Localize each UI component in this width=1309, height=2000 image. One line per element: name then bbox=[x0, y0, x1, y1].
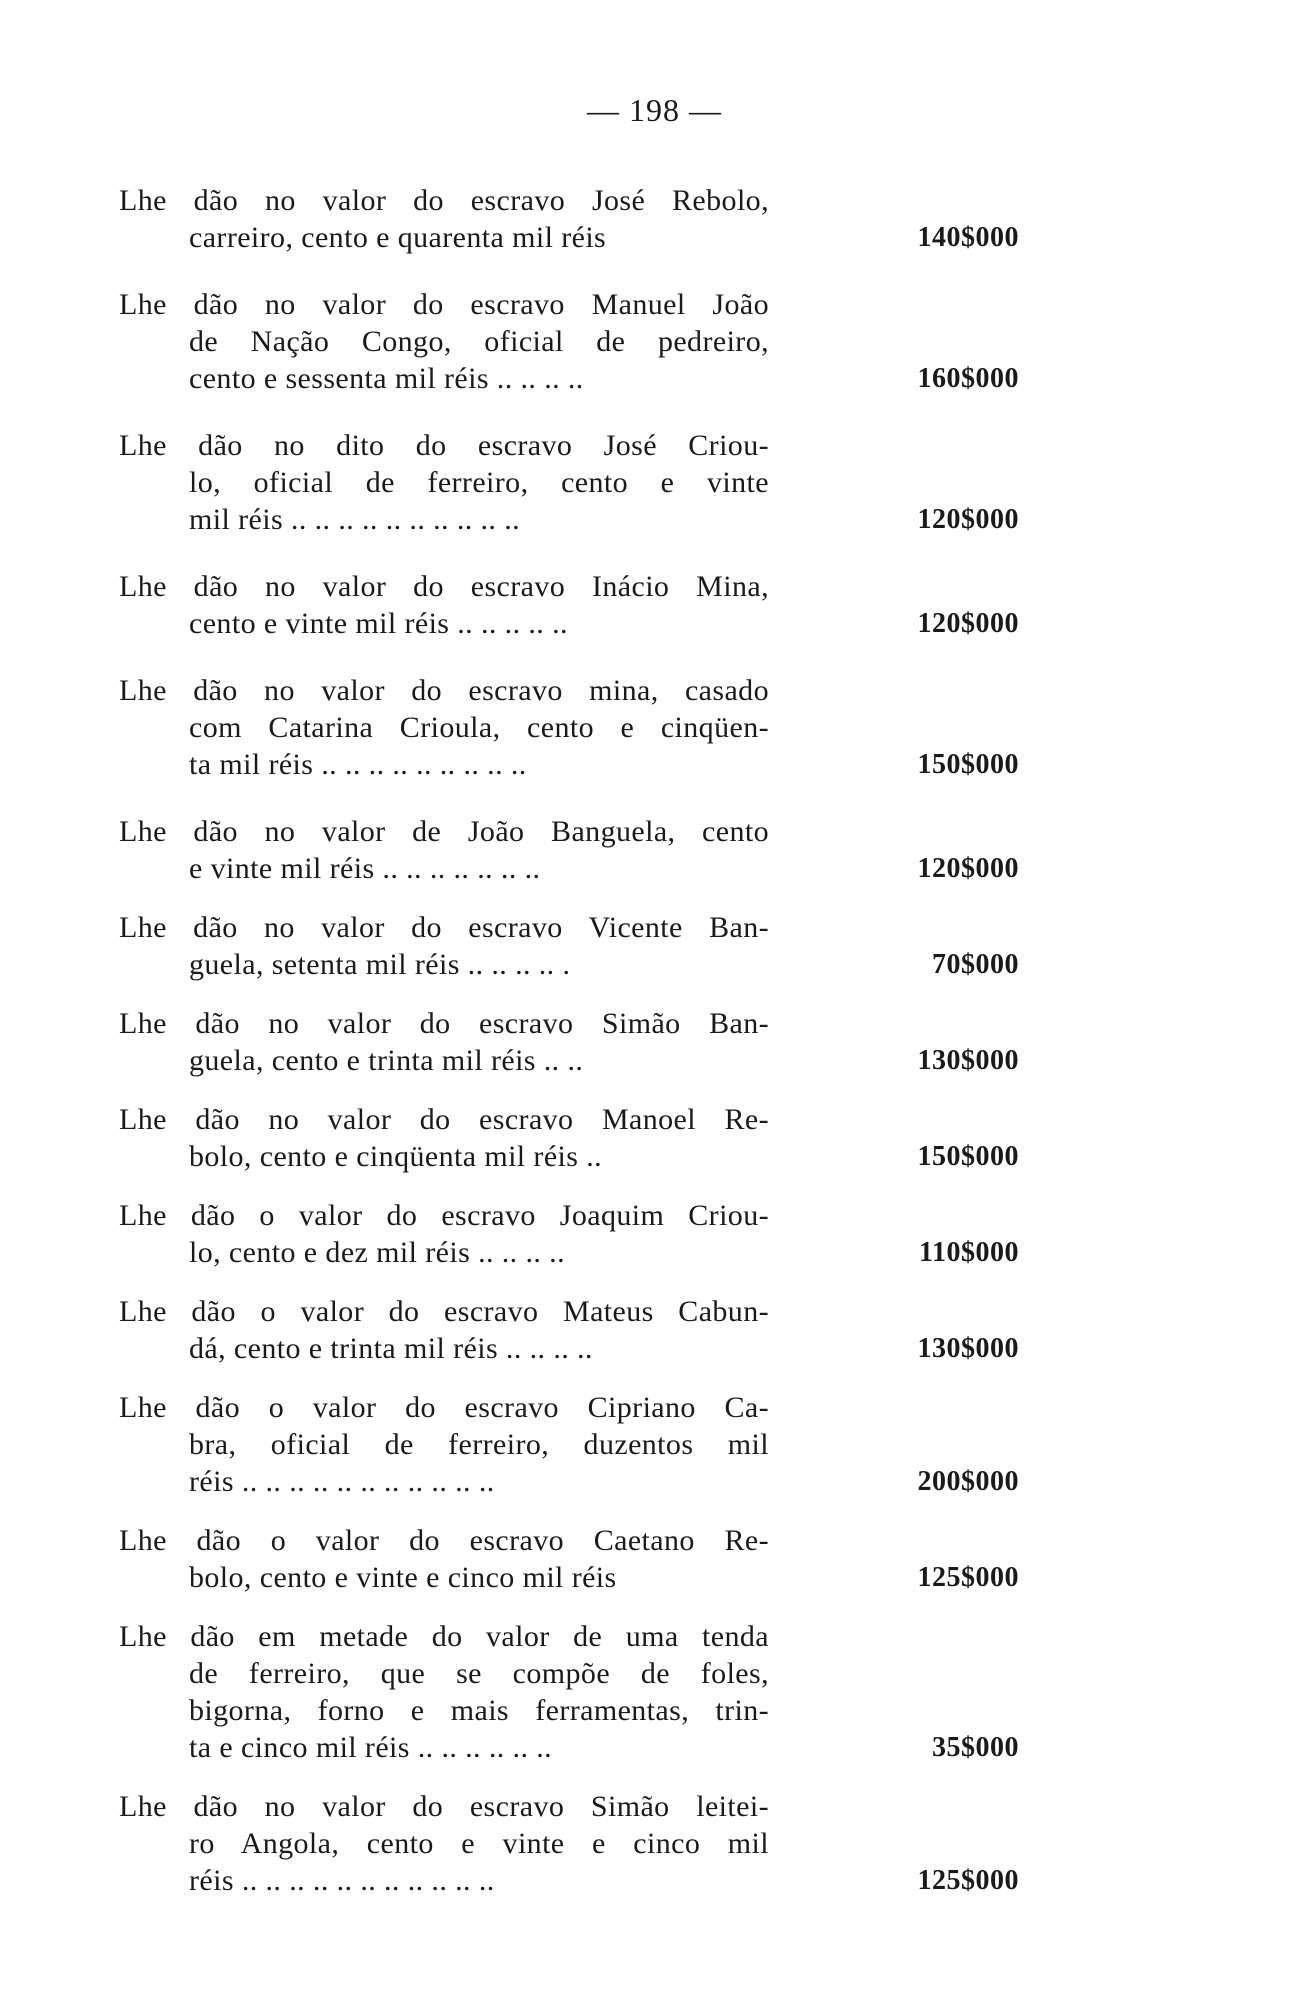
entry-amount: 120$000 bbox=[917, 608, 1019, 639]
entry-continuation-line: cento e vinte mil réis .. .. .. .. .. bbox=[189, 607, 568, 640]
entry-first-line: Lhe dão no valor do escravo Manoel Re- bbox=[119, 1103, 769, 1136]
ledger-entry bbox=[119, 1005, 1019, 1079]
entry-continuation-line: ro Angola, cento e vinte e cinco mil bbox=[189, 1827, 769, 1860]
entry-continuation-line: cento e sessenta mil réis .. .. .. .. bbox=[189, 362, 584, 395]
ledger-entry bbox=[119, 568, 1019, 642]
entry-amount: 160$000 bbox=[917, 363, 1019, 394]
entry-first-line: Lhe dão no valor do escravo Vicente Ban- bbox=[119, 911, 769, 944]
entry-amount: 200$000 bbox=[917, 1466, 1019, 1497]
entry-amount: 110$000 bbox=[919, 1237, 1019, 1268]
entry-continuation-line: bra, oficial de ferreiro, duzentos mil bbox=[189, 1428, 769, 1461]
entry-continuation-line: de Nação Congo, oficial de pedreiro, bbox=[189, 325, 769, 358]
entry-continuation-line: e vinte mil réis .. .. .. .. .. .. .. bbox=[189, 852, 541, 885]
entry-continuation-line: bolo, cento e cinqüenta mil réis .. bbox=[189, 1140, 603, 1173]
ledger-entry bbox=[119, 813, 1019, 887]
ledger-entry bbox=[119, 672, 1019, 783]
ledger-entry bbox=[119, 182, 1019, 256]
entry-first-line: Lhe dão o valor do escravo Caetano Re- bbox=[119, 1524, 769, 1557]
entry-continuation-line: réis .. .. .. .. .. .. .. .. .. .. .. bbox=[189, 1864, 495, 1897]
entry-amount: 130$000 bbox=[917, 1333, 1019, 1364]
entry-amount: 125$000 bbox=[917, 1865, 1019, 1896]
entry-continuation-line: bigorna, forno e mais ferramentas, trin- bbox=[189, 1694, 769, 1727]
entry-first-line: Lhe dão o valor do escravo Mateus Cabun- bbox=[119, 1295, 769, 1328]
entry-first-line: Lhe dão no dito do escravo José Criou- bbox=[119, 429, 769, 462]
page-number: — 198 — bbox=[587, 92, 722, 128]
entry-continuation-line: carreiro, cento e quarenta mil réis bbox=[189, 221, 607, 254]
ledger-entry bbox=[119, 1197, 1019, 1271]
ledger-entry bbox=[119, 1389, 1019, 1500]
entry-first-line: Lhe dão no valor do escravo mina, casado bbox=[119, 674, 769, 707]
entry-continuation-line: com Catarina Crioula, cento e cinqüen- bbox=[189, 711, 769, 744]
entry-continuation-line: réis .. .. .. .. .. .. .. .. .. .. .. bbox=[189, 1465, 495, 1498]
ledger-entry bbox=[119, 427, 1019, 538]
entry-amount: 130$000 bbox=[917, 1045, 1019, 1076]
entry-first-line: Lhe dão em metade do valor de uma tenda bbox=[119, 1620, 769, 1653]
ledger-entries bbox=[119, 160, 1019, 1899]
ledger-entry bbox=[119, 1788, 1019, 1899]
ledger-entry bbox=[119, 1618, 1019, 1766]
ledger-entry bbox=[119, 286, 1019, 397]
entry-continuation-line: bolo, cento e vinte e cinco mil réis bbox=[189, 1561, 617, 1594]
entry-continuation-line: de ferreiro, que se compõe de foles, bbox=[189, 1657, 769, 1690]
entry-first-line: Lhe dão no valor de João Banguela, cento bbox=[119, 815, 769, 848]
entry-amount: 70$000 bbox=[932, 949, 1019, 980]
entry-continuation-line: guela, cento e trinta mil réis .. .. bbox=[189, 1044, 584, 1077]
entry-amount: 35$000 bbox=[932, 1732, 1019, 1763]
entry-first-line: Lhe dão no valor do escravo Manuel João bbox=[119, 288, 769, 321]
entry-first-line: Lhe dão o valor do escravo Joaquim Criou- bbox=[119, 1199, 769, 1232]
entry-first-line: Lhe dão o valor do escravo Cipriano Ca- bbox=[119, 1391, 769, 1424]
ledger-entry bbox=[119, 1101, 1019, 1175]
entry-first-line: Lhe dão no valor do escravo José Rebolo, bbox=[119, 184, 769, 217]
ledger-entry bbox=[119, 1522, 1019, 1596]
ledger-entry bbox=[119, 1293, 1019, 1367]
entry-continuation-line: dá, cento e trinta mil réis .. .. .. .. bbox=[189, 1332, 593, 1365]
entry-amount: 140$000 bbox=[917, 222, 1019, 253]
entry-continuation-line: ta e cinco mil réis .. .. .. .. .. .. bbox=[189, 1731, 553, 1764]
entry-amount: 120$000 bbox=[917, 504, 1019, 535]
entry-amount: 120$000 bbox=[917, 853, 1019, 884]
entry-amount: 150$000 bbox=[917, 1141, 1019, 1172]
ledger-entry bbox=[119, 909, 1019, 983]
entry-first-line: Lhe dão no valor do escravo Simão Ban- bbox=[119, 1007, 769, 1040]
entry-amount: 150$000 bbox=[917, 749, 1019, 780]
entry-continuation-line: guela, setenta mil réis .. .. .. .. . bbox=[189, 948, 571, 981]
entry-continuation-line: lo, oficial de ferreiro, cento e vinte bbox=[189, 466, 769, 499]
entry-continuation-line: mil réis .. .. .. .. .. .. .. .. .. .. bbox=[189, 503, 521, 536]
entry-first-line: Lhe dão no valor do escravo Simão leitei- bbox=[119, 1790, 769, 1823]
entry-amount: 125$000 bbox=[917, 1562, 1019, 1593]
entry-continuation-line: lo, cento e dez mil réis .. .. .. .. bbox=[189, 1236, 565, 1269]
entry-first-line: Lhe dão no valor do escravo Inácio Mina, bbox=[119, 570, 769, 603]
entry-continuation-line: ta mil réis .. .. .. .. .. .. .. .. .. bbox=[189, 748, 527, 781]
